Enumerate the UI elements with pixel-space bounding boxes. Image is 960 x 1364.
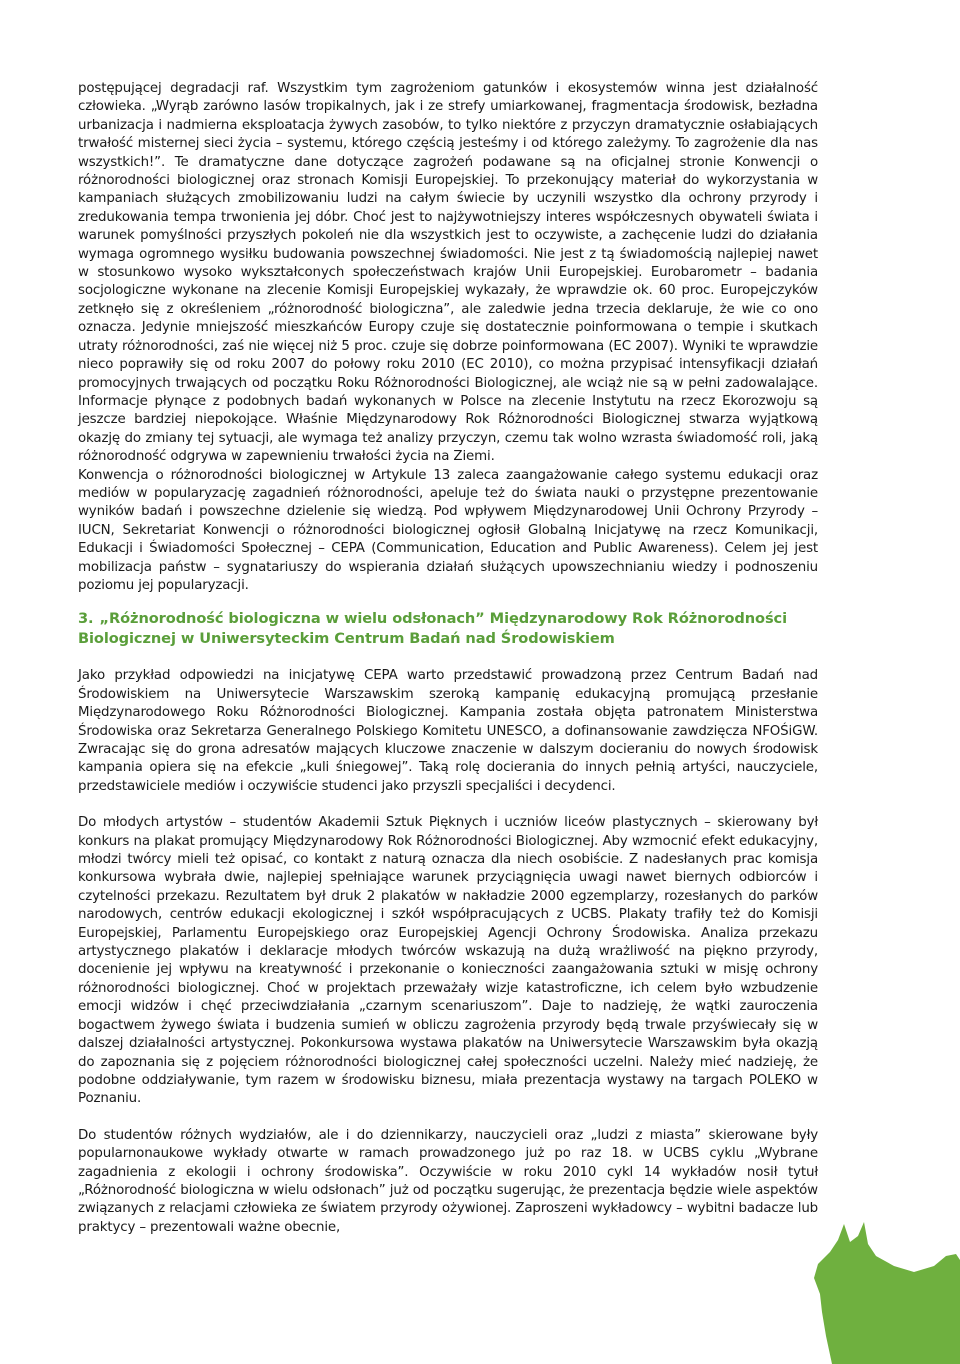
fox-silhouette-icon xyxy=(760,1216,960,1364)
text-column xyxy=(78,80,818,1237)
paragraph-1: postępującej degradacji raf. Wszystkim tym zagrożeniom gatunków i ekosystemów winna jest działalność człowieka. „Wyrąb zarówno lasów tropikalnych, jak i ze strefy umiarkowanej, fragmentacja środowisk, bezładna urbanizacja i nadmierna eksploatacja żywych zasobów, to tylko niektóre z przyczyn dramatycznie osłabiających trwałość misternej sieci życia – systemu, którego częścią jesteśmy i od którego zależymy. To zagrożenie dla nas wszystkich!”. Te dramatyczne dane dotyczące zagrożeń podawane są na oficjalnej stronie Konwencji o różnorodności biologicznej oraz stronach Komisji Europejskiej. To przekonujący materiał do wykorzystania w kampaniach służących zmobilizowaniu ludzi na całym świecie by uczynili wszystko dla ochrony przyrody i zredukowania tempa trwonienia jej dóbr. Choć jest to najżywotniejszy interes współczesnych obywateli świata i warunek pomyślności przyszłych pokoleń nie dla wszystkich jest to oczywiste, a zachęcenie ludzi do działania wymaga ogromnego wysiłku budowania powszechnej świadomości. Nie jest z tą świadomością najlepiej nawet w stosunkowo wysoko wykształconych społeczeństwach krajów Unii Europejskiej. Eurobarometr – badania socjologiczne wykonane na zlecenie Komisji Europejskiej wykazały, że wprawdzie ok. 60 proc. Europejczyków zetknęło się z określeniem „różnorodność biologiczna”, ale zaledwie jedna trzecia deklaruje, że wie co ono oznacza. Jedynie mniejszość mieszkańców Europy czuje się dostatecznie poinformowana o tempie i skutkach utraty różnorodności, zaś nie więcej niż 5 proc. czuje się dobrze poinformowana (EC 2007). Wyniki te wprawdzie nieco poprawiły się od roku 2007 do połowy roku 2010 (EC 2010), co można przypisać intensyfikacji działań promocyjnych trwających od początku Roku Różnorodności Biologicznej, ale wciąż nie są w pełni zadowalające. Informacje płynące z podobnych badań wykonanych w Polsce na zlecenie Instytutu na rzecz Ekorozwoju są jeszcze bardziej niepokojące. Właśnie Międzynarodowy Rok Różnorodności Biologicznej stwarza wyjątkową okazję do zmiany tej sytuacji, ale wymaga też analizy przyczyn, czemu tak wolno wzrasta świadomość roli, jaką różnorodność odgrywa w zapewnieniu trwałości życia na Ziemi. xyxy=(78,81,818,465)
page-number: 15 xyxy=(794,1325,817,1344)
section-heading xyxy=(78,609,818,649)
paragraph-4: Do młodych artystów – studentów Akademii Sztuk Pięknych i uczniów liceów plastycznych – skierowany był konkurs na plakat promujący Międzynarodowy Rok Różnorodności Biologicznej. Aby wzmocnić efekt edukacyjny, młodzi twórcy mieli też opisać, co kontakt z naturą oznacza dla niech osobiście. Z nadesłanych prac komisja konkursowa wybrała dwie, najlepiej spełniające warunek przyciągnięcia uwagi nawet biernych odbiorców i czytelności przekazu. Rezultatem był druk 2 plakatów w nakładzie 2000 egzemplarzy, rozesłanych do parków narodowych, centrów edukacji ekologicznej i szkół współpracujących z UCBS. Plakaty trafiły też do Komisji Europejskiej, Parlamentu Europejskiego oraz Europejskiej Agencji Ochrony Środowiska. Analiza przekazu artystycznego plakatów i deklaracje młodych twórców wskazują na dużą wrażliwość na piękno przyrody, docenienie jej wpływu na kreatywność i przekonanie o konieczności zaangażowania sztuki w misję ochrony różnorodności biologicznej. Choć w projektach przeważały wizje katastroficzne, ich celem było wzbudzenie emocji widzów i chęć przeciwdziałania „czarnym scenariuszom”. Daje to nadzieję, że wątki zauroczenia bogactwem żywego świata i budzenia sumień w obliczu zagrożenia przyrody będą trwale przyświecały się w dalszej działalności artystycznej. Pokonkursowa wystawa plakatów na Uniwersytecie Warszawskim była okazją do zapoznania się z pojęciem różnorodności biologicznej całej społeczności uczelni. Należy mieć nadzieję, że podobne oddziaływanie, tym razem w środowisku biznesu, miała prezentacja wystawy na targach POLEKO w Poznaniu. xyxy=(78,815,818,1107)
paragraph-5: Do studentów różnych wydziałów, ale i do dziennikarzy, nauczycieli oraz „ludzi z miasta” skierowane były popularnonaukowe wykłady otwarte w ramach prowadzonego już po raz 18. w UCBS cyklu „Wybrane zagadnienia z ekologii i ochrony środowiska”. Oczywiście w roku 2010 cykl 14 wykładów nosił tytuł „Różnorodność biologiczna w wielu odsłonach” już od początku sugerując, że prezentacja będzie wiele aspektów związanych z relacjami człowieka ze światem przyrody ożywionej. Zaproszeni wykładowcy – wybitni badacze lub praktycy – prezentowali ważne obecnie, xyxy=(78,1127,818,1235)
section-number: 3. xyxy=(78,610,94,628)
spacer xyxy=(78,1109,818,1127)
paragraph-2: Konwencja o różnorodności biologicznej w Artykule 13 zaleca zaangażowanie całego systemu edukacji oraz mediów w popularyzację zagadnień różnorodności, apeluje też do świata nauki o przystępne prezentowanie wyników badań i powszechne dzielenie się wiedzą. Pod wpływem Międzynarodowej Unii Ochrony Przyrody – IUCN, Sekretariat Konwencji o różnorodności biologicznej ogłosił Globalną Inicjatywę na rzecz Komunikacji, Edukacji i Świadomości Społecznej – CEPA (Communication, Education and Public Awareness). Celem jej jest mobilizacja państw – sygnatariuszy do wspierania działań służących upowszechnianiu wiedzy i podnoszeniu poziomu jej popularyzacji. xyxy=(78,467,818,593)
spacer xyxy=(78,649,818,667)
section-title: „Różnorodność biologiczna w wielu odsłonach” Międzynarodowy Rok Różnorodności Biologicznej w Uniwersyteckim Centrum Badań nad Środowiskiem xyxy=(78,610,787,648)
spacer xyxy=(78,796,818,814)
paragraph-3: Jako przykład odpowiedzi na inicjatywę CEPA warto przedstawić prowadzoną przez Centrum Badań nad Środowiskiem na Uniwersytecie Warszawskim szeroką kampanię edukacyjną promującą przesłanie Międzynarodowego Roku Różnorodności Biologicznej. Kampania została objęta patronatem Ministerstwa Środowiska oraz Sekretarza Generalnego Polskiego Komitetu UNESCO, a dofinansowanie zawdzięcza NFOŚiGW. Zwracając się do grona adresatów mających kluczowe znaczenie w dalszym docieraniu do nowych środowisk kampania opiera się na efekcie „kuli śniegowej”. Taką rolę docierania do innych pełnią artyści, nauczyciele, przedstawiciele mediów i oczywiście studenci jako przyszli specjaliści i decydenci. xyxy=(78,668,818,794)
